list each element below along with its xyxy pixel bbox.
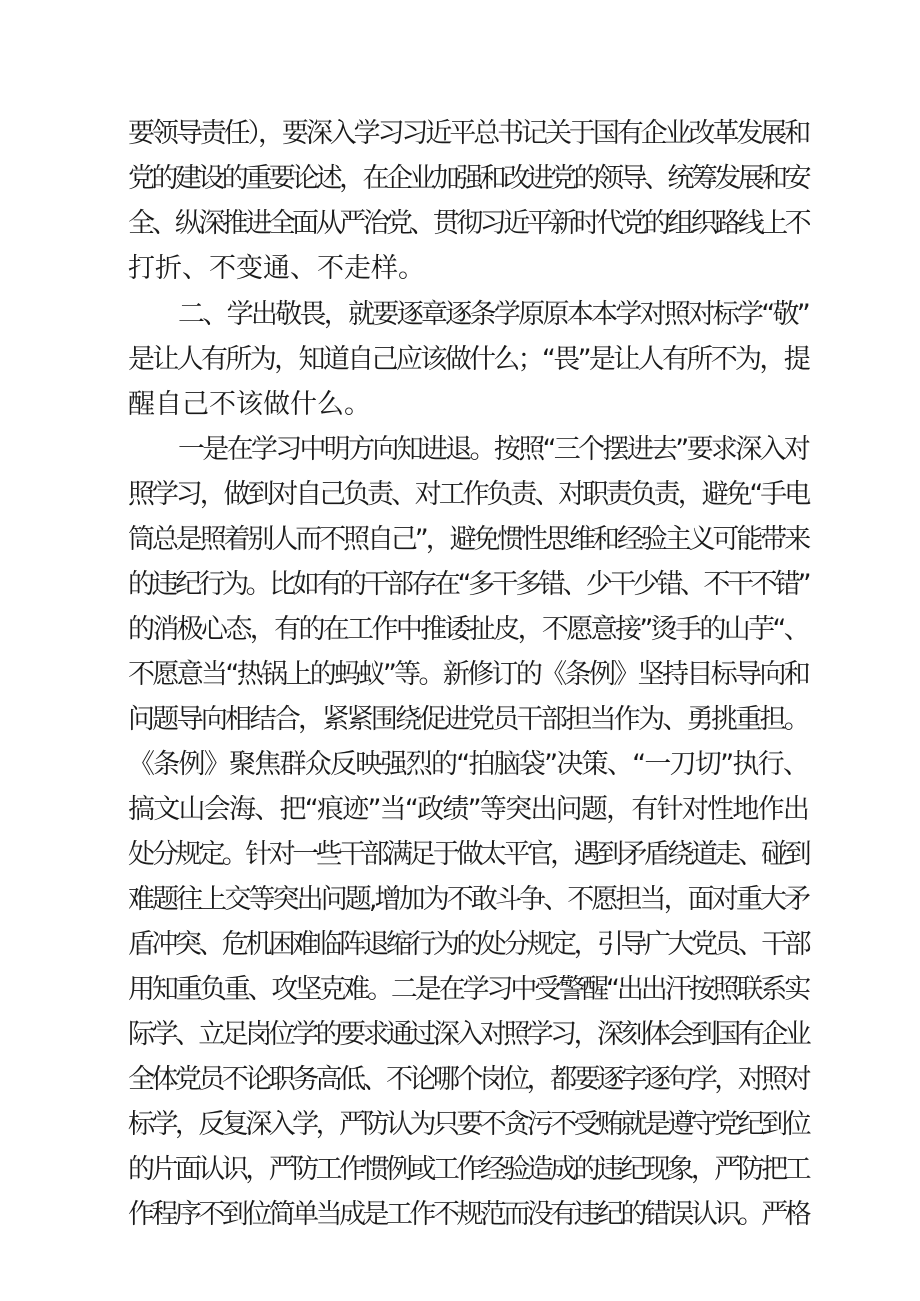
text-line-1: 要领导责任），要深入学习习近平总书记关于国有企业改革发展和 bbox=[128, 118, 808, 149]
text-line-5: 二、学出敬畏，就要逐章逐条学原原本本学对照对标学“敬” bbox=[178, 299, 808, 330]
text-line-21: 际学、立足岗位学的要求通过深入对照学习，深刻体会到国有企业 bbox=[128, 1019, 808, 1050]
text-line-16: 搞文山会海、把“痕迹”当“政绩”等突出问题，有针对性地作出 bbox=[128, 794, 808, 825]
text-line-25: 作程序不到位简单当成是工作不规范而没有违纪的错误认识。严格 bbox=[128, 1199, 808, 1230]
text-line-17: 处分规定。针对一些干部满足于做太平官，遇到矛盾绕道走、碰到 bbox=[128, 839, 808, 870]
text-line-12: 的消极心态，有的在工作中推诿扯皮，不愿意接”烫手的山芋“、 bbox=[128, 614, 808, 645]
text-line-20: 用知重负重、攻坚克难。二是在学习中受警醒“出出汗按照联系实 bbox=[128, 974, 808, 1005]
text-line-13: 不愿意当“热锅上的蚂蚁”等。新修订的《条例》坚持目标导向和 bbox=[128, 659, 808, 690]
text-line-6: 是让人有所为，知道自己应该做什么；“畏”是让人有所不为，提 bbox=[128, 344, 808, 375]
text-line-8: 一是在学习中明方向知进退。按照“三个摆进去”要求深入对 bbox=[178, 434, 808, 465]
text-line-9: 照学习，做到对自己负责、对工作负责、对职责负责，避免“手电 bbox=[128, 479, 808, 510]
text-line-18: 难题往上交等突出问题,增加为不敢斗争、不愿担当，面对重大矛 bbox=[128, 884, 808, 915]
text-line-22: 全体党员不论职务高低、不论哪个岗位，都要逐字逐句学，对照对 bbox=[128, 1064, 808, 1095]
text-line-3: 全、纵深推进全面从严治党、贯彻习近平新时代党的组织路线上不 bbox=[128, 208, 808, 239]
text-line-24: 的片面认识，严防工作惯例或工作经验造成的违纪现象，严防把工 bbox=[128, 1154, 808, 1185]
text-line-7: 醒自己不该做什么。 bbox=[128, 389, 371, 420]
text-line-15: 《条例》聚焦群众反映强烈的“拍脑袋”决策、“一刀切”执行、 bbox=[128, 749, 808, 780]
text-line-4: 打折、不变通、不走样。 bbox=[128, 253, 425, 284]
text-line-2: 党的建设的重要论述，在企业加强和改进党的领导、统筹发展和安 bbox=[128, 163, 808, 194]
text-line-10: 筒总是照着别人而不照自己”，避免惯性思维和经验主义可能带来 bbox=[128, 524, 808, 555]
text-line-11: 的违纪行为。比如有的干部存在“多干多错、少干少错、不干不错” bbox=[128, 569, 808, 600]
text-line-23: 标学，反复深入学，严防认为只要不贪污不受贿就是遵守党纪到位 bbox=[128, 1109, 808, 1140]
text-line-14: 问题导向相结合，紧紧围绕促进党员干部担当作为、勇挑重担。 bbox=[128, 704, 808, 735]
text-line-19: 盾冲突、危机困难临阵退缩行为的处分规定，引导广大党员、干部 bbox=[128, 929, 808, 960]
